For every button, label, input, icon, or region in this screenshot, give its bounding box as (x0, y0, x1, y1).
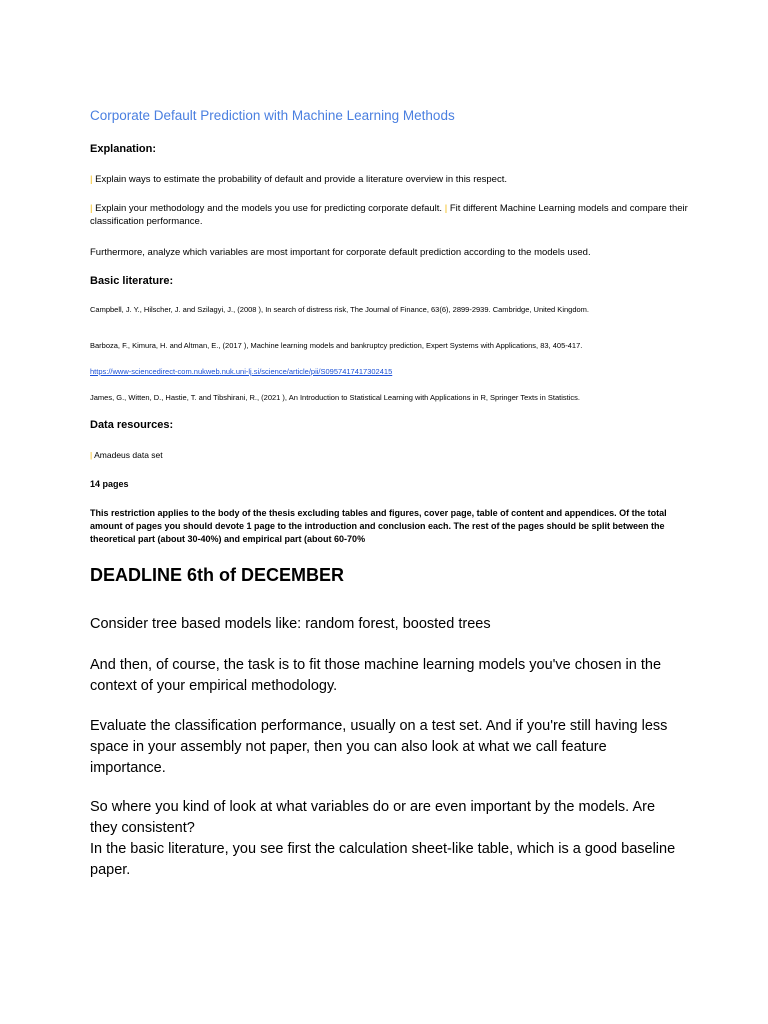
reference-link[interactable]: https://www-sciencedirect-com.nukweb.nuk.uni-lj.si/science/article/pii/S0957417417302415 (90, 367, 393, 376)
bullet-marker: | (90, 203, 93, 214)
note-2: And then, of course, the task is to fit those machine learning models you've chosen in the context of your empirical methodology. (90, 657, 662, 694)
explanation-item-1 (90, 173, 690, 186)
literature-heading: Basic literature: (90, 275, 174, 287)
bullet-marker: | (90, 450, 93, 460)
note-4a: So where you kind of look at what variables do or are even important by the models. Are they consistent? (90, 799, 656, 836)
document-title: Corporate Default Prediction with Machine Learning Methods (90, 108, 455, 123)
bullet-marker: | (444, 203, 448, 214)
reference-2: Barboza, F., Kimura, H. and Altman, E., (2017 ), Machine learning models and bankruptcy prediction, Expert Systems with Applications, 83, 405-417. (90, 341, 583, 350)
note-1: Consider tree based models like: random forest, boosted trees (90, 616, 491, 632)
explanation-heading: Explanation: (90, 143, 157, 155)
reference-1: Campbell, J. Y., Hilscher, J. and Szilagyi, J., (2008 ), In search of distress risk, The Journal of Finance, 63(6), 2899-2939. Cambridge, United Kingdom. (90, 305, 589, 314)
explanation-item-2b-text: Fit different Machine Learning models and compare their classification performance. (90, 203, 688, 227)
data-resources-heading: Data resources: (90, 419, 174, 431)
note-4b: In the basic literature, you see first the calculation sheet-like table, which is a good baseline paper. (90, 841, 676, 878)
data-resources-item (90, 450, 710, 460)
explanation-item-1-text: Explain ways to estimate the probability of default and provide a literature overview in this respect. (95, 174, 507, 185)
restriction-paragraph: This restriction applies to the body of the thesis excluding tables and figures, cover page, table of content and appendices. Of the total amount of pages you should devote 1 page to the introduction and conclusion each. The rest of the pages should be split between the theoretical part (about 30-40%) and empirical part (about 60-70% (90, 508, 667, 544)
bullet-marker: | (90, 174, 93, 185)
page-count: 14 pages (90, 479, 129, 489)
note-3: Evaluate the classification performance, usually on a test set. And if you're still having less space in your assembly not paper, then you can also look at what we call feature importance. (90, 718, 668, 776)
explanation-item-2a-text: Explain your methodology and the models you use for predicting corporate default. (95, 203, 443, 214)
explanation-item-2 (90, 202, 690, 228)
reference-3: James, G., Witten, D., Hastie, T. and Tibshirani, R., (2021 ), An Introduction to Statistical Learning with Applications in R, Springer Texts in Statistics. (90, 393, 580, 402)
deadline-heading: DEADLINE 6th of DECEMBER (90, 565, 345, 585)
explanation-paragraph: Furthermore, analyze which variables are most important for corporate default prediction according to the models used. (90, 247, 591, 258)
data-resources-item-text: Amadeus data set (94, 450, 163, 460)
